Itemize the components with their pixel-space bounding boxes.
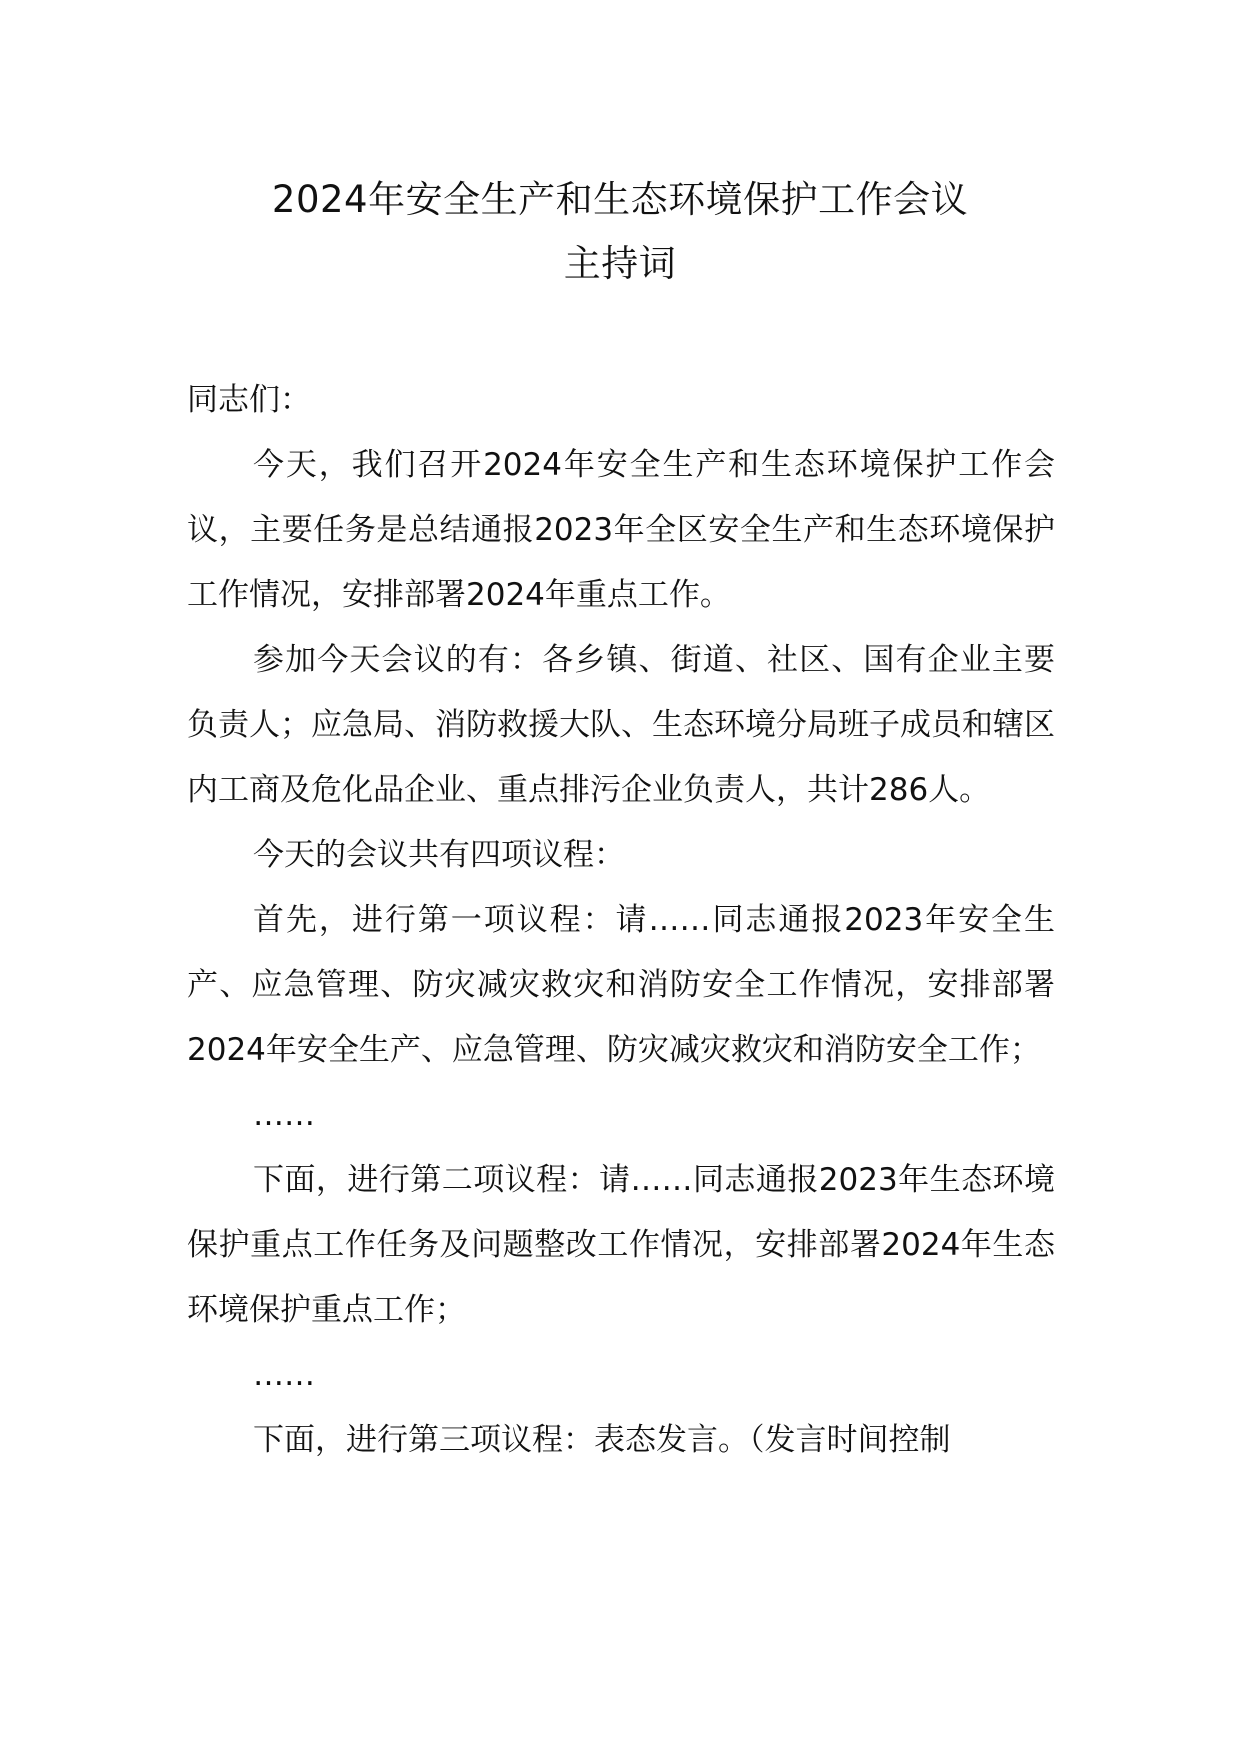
paragraph-attendees: 参加今天会议的有：各乡镇、街道、社区、国有企业主要负责人；应急局、消防救援大队、生态环境分局班子成员和辖区内工商及危化品企业、重点排污企业负责人，共计286人。 <box>187 642 1055 808</box>
document-body <box>187 368 1055 1473</box>
paragraph-ellipsis: …… <box>253 1097 315 1133</box>
paragraph-intro: 今天，我们召开2024年安全生产和生态环境保护工作会议，主要任务是总结通报2023年全区安全生产和生态环境保护工作情况，安排部署2024年重点工作。 <box>187 447 1055 613</box>
paragraph-agenda-intro: 今天的会议共有四项议程： <box>253 837 625 873</box>
paragraph-ellipsis: …… <box>253 1357 315 1393</box>
paragraph-agenda-item-1: 首先，进行第一项议程：请……同志通报2023年安全生产、应急管理、防灾减灾救灾和消防安全工作情况，安排部署2024年安全生产、应急管理、防灾减灾救灾和消防安全工作； <box>187 902 1055 1068</box>
document-subtitle: 主持词 <box>563 242 677 285</box>
paragraph-agenda-item-3: 下面，进行第三项议程：表态发言。（发言时间控制 <box>253 1422 951 1458</box>
paragraph-agenda-item-2: 下面，进行第二项议程：请……同志通报2023年生态环境保护重点工作任务及问题整改工作情况，安排部署2024年生态环境保护重点工作； <box>187 1162 1055 1328</box>
salutation: 同志们： <box>187 382 311 418</box>
document-title: 2024年安全生产和生态环境保护工作会议 <box>271 178 969 221</box>
